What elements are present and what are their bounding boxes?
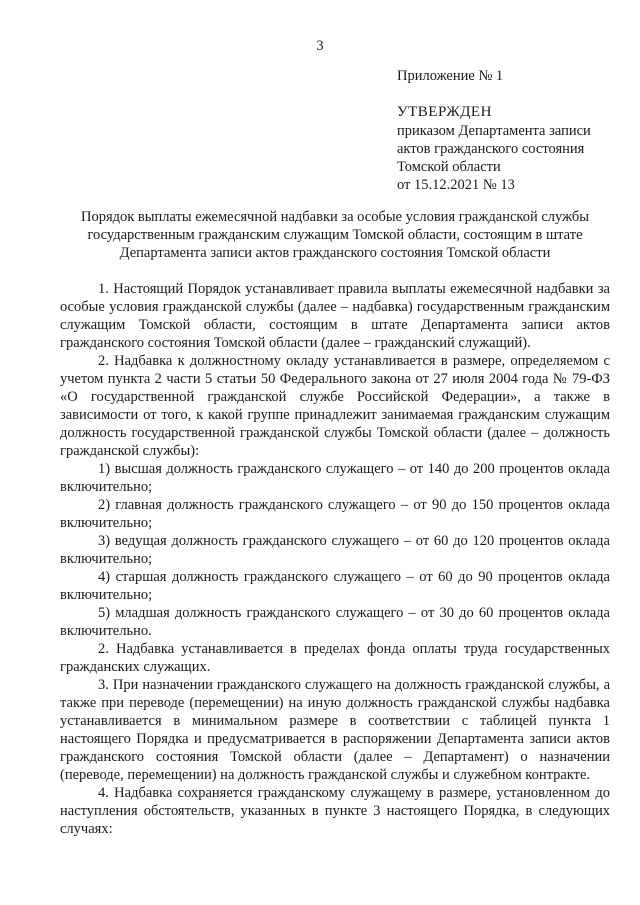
approval-line: актов гражданского состояния — [397, 141, 585, 157]
paragraph-2b: 2. Надбавка устанавливается в пределах фонда оплаты труда государственных гражданских служащих. — [60, 641, 610, 675]
title-line: Порядок выплаты ежемесячной надбавки за особые условия гражданской службы — [80, 209, 590, 225]
document-body — [60, 280, 610, 838]
list-item: 1) высшая должность гражданского служащего – от 140 до 200 процентов оклада включительно; — [60, 461, 610, 495]
approval-line: приказом Департамента записи — [397, 123, 591, 139]
paragraph-1: 1. Настоящий Порядок устанавливает правила выплаты ежемесячной надбавки за особые условия гражданской службы (далее – надбавка) государственным гражданским служащим Томской области, состоящим в штате Департамента записи актов гражданского состояния Томской области (далее – гражданский служащий). — [60, 281, 610, 351]
list-item: 3) ведущая должность гражданского служащего – от 60 до 120 процентов оклада включительно; — [60, 533, 610, 567]
appendix-label: Приложение № 1 — [397, 68, 504, 84]
paragraph-4: 4. Надбавка сохраняется гражданскому служащему в размере, установленном до наступления обстоятельств, указанных в пункте 3 настоящего Порядка, в следующих случаях: — [60, 785, 610, 837]
title-line: государственным гражданским служащим Томской области, состоящим в штате — [87, 227, 583, 243]
page-number: 3 — [316, 38, 324, 54]
approval-date-line: от 15.12.2021 № 13 — [397, 177, 515, 193]
list-item: 4) старшая должность гражданского служащего – от 60 до 90 процентов оклада включительно; — [60, 569, 610, 603]
paragraph-3: 3. При назначении гражданского служащего на должность гражданской службы, а также при переводе (перемещении) на иную должность гражданской службы надбавка устанавливается в минимальном размере в соответствии с таблицей пункта 1 настоящего Порядка и предусматривается в распоряжении Департамента записи актов гражданского состояния Томской области (далее – Департамент) о назначении (переводе, перемещении) на должность гражданской службы и служебном контракте. — [60, 677, 610, 783]
list-item: 5) младшая должность гражданского служащего – от 30 до 60 процентов оклада включительно. — [60, 605, 610, 639]
approval-heading: УТВЕРЖДЕН — [397, 104, 492, 120]
approval-line: Томской области — [397, 159, 501, 175]
document-title — [60, 208, 610, 262]
list-item: 2) главная должность гражданского служащего – от 90 до 150 процентов оклада включительно; — [60, 497, 610, 531]
title-line: Департамента записи актов гражданского состояния Томской области — [119, 245, 551, 261]
approval-block — [397, 103, 591, 194]
paragraph-2: 2. Надбавка к должностному окладу устанавливается в размере, определяемом с учетом пункта 2 части 5 статьи 50 Федерального закона от 27 июля 2004 года № 79-ФЗ «О государственной гражданской службе Российской Федерации», а также в зависимости от того, к какой группе принадлежит занимаемая гражданским служащим должность государственной гражданской службы Томской области (далее – должность гражданской службы): — [60, 353, 610, 459]
